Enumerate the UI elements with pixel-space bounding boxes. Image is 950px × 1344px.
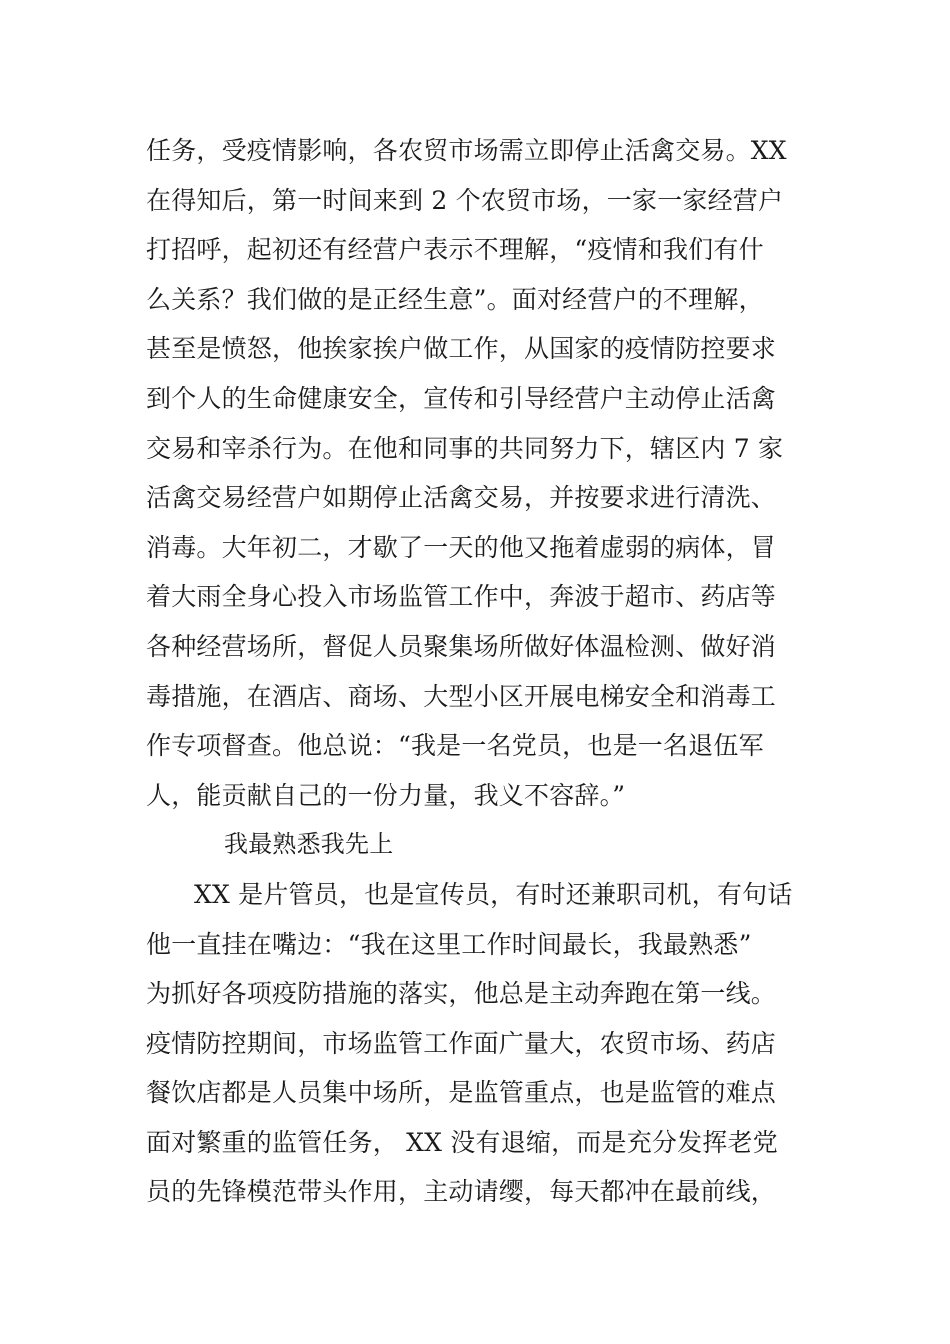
paragraph-line: 人，能贡献自己的一份力量，我义不容辞。” bbox=[146, 780, 626, 810]
paragraph-line: 毒措施，在酒店、商场、大型小区开展电梯安全和消毒工 bbox=[146, 681, 777, 711]
paragraph-line: 着大雨全身心投入市场监管工作中，奔波于超市、药店等 bbox=[146, 582, 777, 612]
paragraph-line: XX 是片管员，也是宣传员，有时还兼职司机，有句话 bbox=[194, 879, 793, 909]
body-text bbox=[146, 126, 826, 1217]
paragraph-line: 么关系？我们做的是正经生意”。面对经营户的不理解， bbox=[146, 284, 764, 314]
paragraph-line: 交易和宰杀行为。在他和同事的共同努力下，辖区内 7 家 bbox=[146, 433, 784, 463]
paragraph-line: 活禽交易经营户如期停止活禽交易，并按要求进行清洗、 bbox=[146, 483, 777, 513]
section-heading: 我最熟悉我先上 bbox=[224, 830, 394, 859]
paragraph-line: 在得知后，第一时间来到 2 个农贸市场，一家一家经营户 bbox=[146, 185, 784, 215]
paragraph-line: 消毒。大年初二，才歇了一天的他又拖着虚弱的病体，冒 bbox=[146, 532, 777, 562]
paragraph-line: 作专项督查。他总说：“我是一名党员，也是一名退伍军 bbox=[146, 731, 764, 761]
paragraph-line: 甚至是愤怒，他挨家挨户做工作，从国家的疫情防控要求 bbox=[146, 334, 777, 364]
paragraph-line: 员的先锋模范带头作用，主动请缨，每天都冲在最前线， bbox=[146, 1177, 777, 1207]
paragraph-line: 打招呼，起初还有经营户表示不理解，“疫情和我们有什 bbox=[146, 235, 764, 265]
paragraph-line: 为抓好各项疫防措施的落实，他总是主动奔跑在第一线。 bbox=[146, 979, 777, 1009]
paragraph-line: 任务，受疫情影响，各农贸市场需立即停止活禽交易。XX bbox=[146, 136, 787, 165]
paragraph-line: 疫情防控期间，市场监管工作面广量大，农贸市场、药店 bbox=[146, 1028, 777, 1058]
paragraph-line: 餐饮店都是人员集中场所，是监管重点，也是监管的难点 bbox=[146, 1078, 777, 1108]
paragraph-line: 到个人的生命健康安全，宣传和引导经营户主动停止活禽 bbox=[146, 383, 777, 413]
paragraph-line: 各种经营场所，督促人员聚集场所做好体温检测、做好消 bbox=[146, 631, 777, 661]
paragraph-line: 他一直挂在嘴边：“我在这里工作时间最长，我最熟悉” bbox=[146, 929, 752, 959]
paragraph-line: 面对繁重的监管任务， XX 没有退缩，而是充分发挥老党 bbox=[146, 1127, 778, 1157]
